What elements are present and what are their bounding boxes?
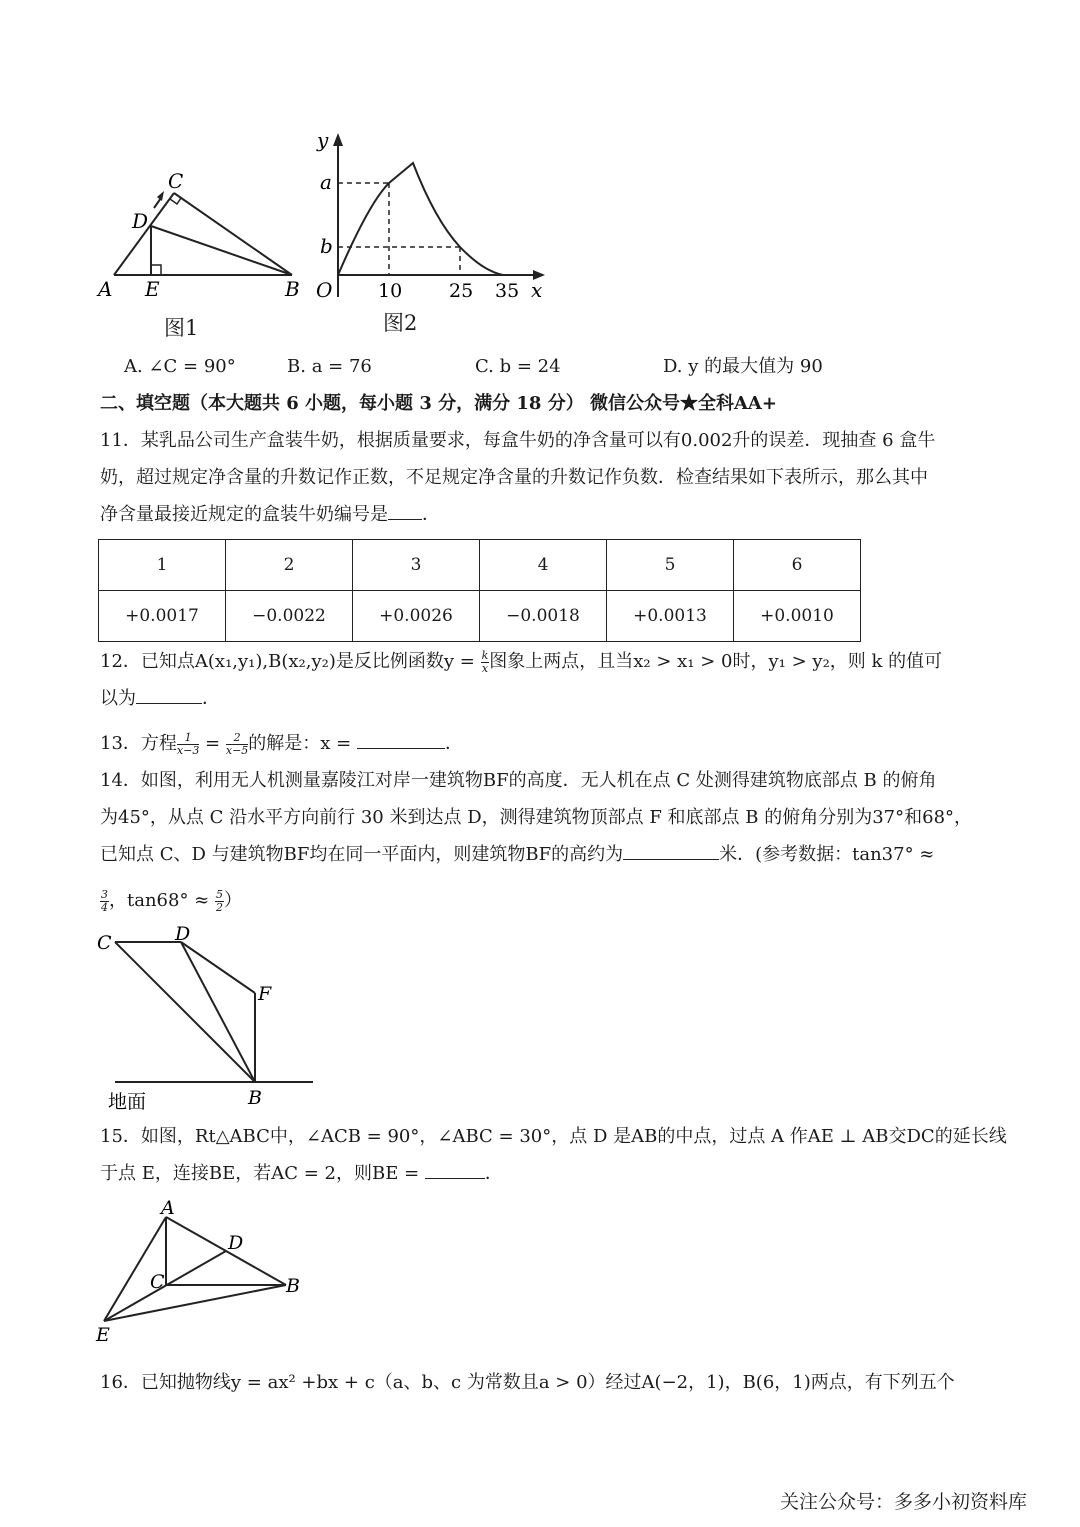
q11-line1: 11．某乳品公司生产盒装牛奶，根据质量要求，每盒牛奶的净含量可以有0.002升的误差．现抽查 6 盒牛 — [100, 430, 936, 451]
q14-label-b: B — [248, 1087, 262, 1109]
q15-line2: 于点 E，连接BE，若AC = 2，则BE = ． — [100, 1155, 503, 1192]
table-cell: +0.0026 — [353, 591, 480, 642]
table-header-cell: 1 — [99, 540, 226, 591]
q13-answer-blank[interactable] — [357, 730, 445, 749]
figure-1 — [90, 160, 320, 310]
q15-label-e: E — [96, 1324, 110, 1345]
fig2-axis-y: y — [317, 128, 329, 152]
table-header-cell: 4 — [480, 540, 607, 591]
section-2-title: 二、填空题（本大题共 6 小题，每小题 3 分，满分 18 分） 微信公众号★全科AA+ — [100, 393, 777, 414]
fig1-label-c: C — [168, 169, 184, 193]
q11-line2: 奶，超过规定净含量的升数记作正数，不足规定净含量的升数记作负数．检查结果如下表所示，那么其中 — [100, 467, 928, 488]
q15-line1: 15．如图，Rt△ABC中，∠ACB = 90°，∠ABC = 30°，点 D 是AB的中点，过点 A 作AE ⊥ AB交DC的延长线 — [100, 1126, 1007, 1147]
q14-figure — [95, 922, 325, 1117]
table-row — [99, 591, 861, 642]
fig1-label-a: A — [98, 277, 113, 301]
fig1-label-b: B — [285, 277, 300, 301]
q14-line3: 已知点 C、D 与建筑物BF均在同一平面内，则建筑物BF的高约为 米．(参考数据：tan37° ≈ — [100, 836, 934, 873]
q15-label-c: C — [150, 1271, 165, 1293]
q13-fraction-2: $\frac{2}{x-5}$ — [225, 730, 249, 757]
q11-table — [98, 539, 861, 642]
table-cell: −0.0022 — [226, 591, 353, 642]
fig2-origin: O — [316, 278, 333, 302]
q14-label-c: C — [97, 932, 112, 954]
q14-label-ground: 地面 — [108, 1091, 147, 1113]
table-header-row — [99, 540, 861, 591]
q11-answer-blank[interactable] — [388, 501, 422, 520]
q12-fraction: $\frac{k}{x}$ — [481, 648, 489, 675]
q13-line: 13．方程 $\frac{1}{x-3}$ = $\frac{2}{x-5}$ 的解是：x = ． — [100, 730, 463, 757]
fig1-label-e: E — [145, 277, 160, 301]
table-header-cell: 3 — [353, 540, 480, 591]
table-cell: −0.0018 — [480, 591, 607, 642]
figure-1-caption: 图1 — [164, 316, 199, 340]
q13-fraction-1: $\frac{1}{x-3}$ — [176, 730, 200, 757]
figure-2-caption: 图2 — [383, 311, 418, 335]
footer-watermark: 关注公众号：多多小初资料库 — [780, 1491, 1028, 1513]
option-d: D. y 的最大值为 90 — [663, 356, 823, 377]
table-header-cell: 5 — [607, 540, 734, 591]
q15-label-d: D — [228, 1232, 244, 1254]
q14-label-f: F — [258, 983, 272, 1005]
q12-line1: 12．已知点A(x₁,y₁),B(x₂,y₂)是反比例函数y = $\frac{k}{x}$ 图象上两点，且当x₂ > x₁ > 0时，y₁ > y₂，则 k 的值可 — [100, 648, 943, 675]
fig2-tick-25: 25 — [449, 280, 474, 302]
q14-line1: 14．如图，利用无人机测量嘉陵江对岸一建筑物BF的高度．无人机在点 C 处测得建筑物底部点 B 的俯角 — [100, 770, 937, 791]
q14-fraction-a: $\frac{3}{4}$ — [101, 887, 108, 914]
fig2-tick-35: 35 — [495, 280, 520, 302]
fig2-label-a: a — [320, 170, 332, 194]
q12-answer-blank[interactable] — [136, 685, 202, 704]
table-header-cell: 6 — [734, 540, 861, 591]
figure-2 — [305, 125, 555, 305]
option-a: A. ∠C = 90° — [124, 356, 236, 377]
q12-line2: 以为 ． — [100, 680, 220, 717]
fig1-label-d: D — [132, 209, 149, 233]
q14-label-d: D — [175, 923, 191, 945]
option-c: C. b = 24 — [475, 356, 561, 377]
q14-answer-blank[interactable] — [623, 841, 719, 860]
q14-line4: $\frac{3}{4}$ ，tan68° ≈ $\frac{5}{2}$ ） — [101, 887, 242, 914]
q15-figure — [90, 1195, 310, 1345]
table-cell: +0.0017 — [99, 591, 226, 642]
q14-fraction-b: $\frac{5}{2}$ — [216, 887, 223, 914]
table-cell: +0.0013 — [607, 591, 734, 642]
q16-line1: 16．已知抛物线y = ax² +bx + c（a、b、c 为常数且a > 0）经过A(−2，1)，B(6，1)两点，有下列五个 — [100, 1372, 955, 1393]
q14-line2: 为45°，从点 C 沿水平方向前行 30 米到达点 D，测得建筑物顶部点 F 和底部点 B 的俯角分别为37°和68°， — [100, 807, 973, 828]
q11-line3: 净含量最接近规定的盒装牛奶编号是 ． — [100, 496, 440, 533]
table-header-cell: 2 — [226, 540, 353, 591]
option-b: B. a = 76 — [287, 356, 372, 377]
fig2-axis-x: x — [531, 278, 543, 302]
fig2-label-b: b — [320, 234, 333, 258]
q15-label-a: A — [161, 1197, 175, 1219]
q15-answer-blank[interactable] — [425, 1160, 485, 1179]
fig2-tick-10: 10 — [378, 280, 403, 302]
table-cell: +0.0010 — [734, 591, 861, 642]
q15-label-b: B — [286, 1275, 300, 1297]
